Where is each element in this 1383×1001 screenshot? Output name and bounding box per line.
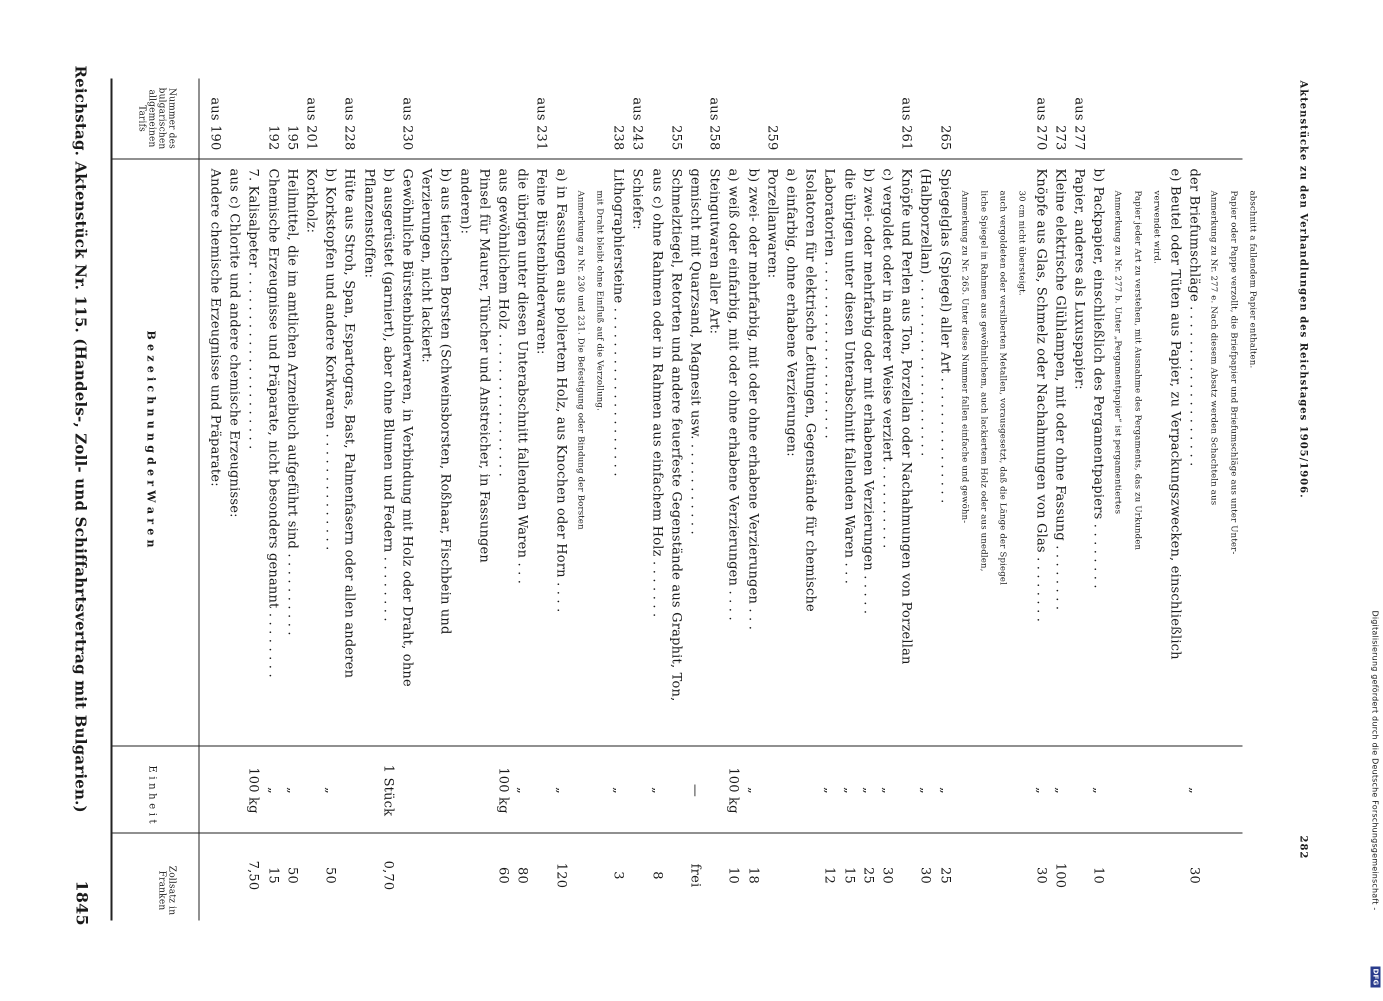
row-description: Verzierungen, nicht lackiert: bbox=[418, 168, 434, 363]
row-unit: 100 kg bbox=[725, 767, 741, 814]
row-description: Feine Bürstenbinderwaren: bbox=[533, 168, 549, 355]
row-description: der Briefumschläge . . . . . . . . . . . . . . . . . . . bbox=[1186, 168, 1202, 467]
row-description: b) Packpapier, einschließlich des Pergamentpapiers . . . . . . . . bbox=[1090, 168, 1106, 589]
duty-header: Zollsatz in Franken bbox=[156, 865, 177, 916]
row-description: a) in Fassungen aus poliertem Holz, aus Knochen oder Horn . . . . bbox=[553, 168, 569, 613]
row-description: Isolatoren für elektrische Leitungen, Gegenstände für chemische bbox=[802, 168, 818, 612]
row-description: b) zwei- oder mehrfarbig oder mit erhabenen Verzierungen . . . . . bbox=[860, 168, 876, 615]
row-description: Lithographiersteine . . . . . . . . . . . . . . . . . . . . bbox=[610, 168, 626, 477]
row-description: Schmelztiegel, Retorten und andere feuerfeste Gegenstände aus Graphit, Ton, bbox=[668, 168, 684, 702]
row-description: die übrigen unter diesen Unterabschnitt fallenden Waren . . . bbox=[841, 168, 857, 585]
row-note: Papier oder Pappe verzollt, die Briefpapier und Briefumschläge aus unter Unter- bbox=[1228, 190, 1239, 555]
row-description: c) vergoldet oder in anderer Weise verziert . . . . . . . . . . bbox=[879, 168, 895, 549]
column-divider-3 bbox=[113, 833, 1243, 834]
row-description: a) einfarbig, ohne erhabene Verzierungen: bbox=[783, 168, 799, 457]
row-duty: 60 bbox=[495, 867, 511, 884]
row-unit: 100 kg bbox=[245, 767, 261, 814]
row-description: Andere chemische Erzeugnisse und Präparate: bbox=[207, 168, 223, 487]
sheet-number: 282 bbox=[1297, 835, 1309, 860]
row-duty: 30 bbox=[1186, 867, 1202, 884]
row-unit: „ bbox=[841, 787, 857, 794]
tariff-number: aus 261 bbox=[898, 97, 914, 151]
row-duty: 18 bbox=[745, 867, 761, 884]
column-divider-2 bbox=[113, 746, 1243, 747]
row-unit: 1 Stück bbox=[380, 764, 396, 817]
tariff-number: aus 231 bbox=[533, 97, 549, 151]
row-unit: „ bbox=[322, 787, 338, 794]
row-duty: 50 bbox=[284, 867, 300, 884]
row-description: anderen): bbox=[457, 168, 473, 235]
row-duty: 12 bbox=[821, 867, 837, 884]
row-description: aus c) ohne Rahmen oder in Rahmen aus einfachem Holz . . . . . . . bbox=[649, 168, 665, 618]
row-description: gemischt mit Quarzsand, Magnesit usw. . . . . . . . . . . . bbox=[687, 168, 703, 535]
row-description: Kleine elektrische Glühlampen, mit oder ohne Fassung . . . . . . . . bbox=[1052, 168, 1068, 611]
row-note: liche Spiegel in Rahmen aus gewöhnlichem, auch lackiertem Holz oder aus unedlen, bbox=[978, 190, 989, 572]
row-note: abschnitt a fallendem Papier enthalten. bbox=[1247, 190, 1258, 369]
row-unit: „ bbox=[860, 787, 876, 794]
tariff-number: 255 bbox=[668, 125, 684, 151]
row-description: Laboratorien . . . . . . . . . . . . . . . . . . . . . bbox=[821, 168, 837, 439]
tariff-number: 195 bbox=[284, 125, 300, 151]
row-unit: „ bbox=[610, 787, 626, 794]
row-description: b) ausgerüstet (garniert), aber ohne Blumen und Federn . . . . . . . . bbox=[380, 168, 396, 622]
row-note: verwendet wird. bbox=[1151, 190, 1162, 264]
row-duty: 7,50 bbox=[245, 860, 261, 891]
row-unit: „ bbox=[649, 787, 665, 794]
row-description: Gewöhnliche Bürstenbinderwaren, in Verbindung mit Holz oder Draht, ohne bbox=[399, 168, 415, 687]
row-duty: 30 bbox=[879, 867, 895, 884]
row-unit: „ bbox=[879, 787, 895, 794]
header-title: Reichstag. Aktenstück Nr. 115. (Handels-, Zoll- und Schiffahrtsvertrag mit Bulgarien.) bbox=[71, 65, 90, 813]
row-note: Anmerkung zu Nr. 230 und 231. Die Befestigung oder Bindung der Borsten bbox=[575, 190, 586, 530]
row-duty: 50 bbox=[322, 867, 338, 884]
row-duty: 15 bbox=[841, 867, 857, 884]
row-description: b) Korkstopfen und andere Korkwaren . . . . . . . . . . . . . . bbox=[322, 168, 338, 551]
row-description: Chemische Erzeugnisse und Präparate, nicht besonders genannt . . . . . . . . bbox=[265, 168, 281, 678]
tariff-number-header: Nummer des bulgarischen allgemeinen Tarifs bbox=[136, 87, 177, 150]
row-description: Pflanzenstoffen: bbox=[361, 168, 377, 279]
digitization-credit: Digitalisierung gefördert durch die Deutsche Forschungsgemeinschaft - bbox=[1370, 610, 1380, 911]
row-unit: „ bbox=[1186, 787, 1202, 794]
document-page bbox=[0, 1, 1383, 1001]
row-unit: „ bbox=[1033, 787, 1049, 794]
row-description: a) weiß oder einfarbig, mit oder ohne erhabene Verzierungen . . . . bbox=[725, 168, 741, 621]
row-unit: „ bbox=[917, 787, 933, 794]
row-duty: 100 bbox=[1052, 862, 1068, 889]
row-duty: 80 bbox=[514, 867, 530, 884]
row-unit: „ bbox=[553, 787, 569, 794]
row-description: 7. Kalisalpeter . . . . . . . . . . . . . . . . . . . . . bbox=[245, 168, 261, 450]
tariff-number: 265 bbox=[937, 125, 953, 151]
row-duty: 25 bbox=[937, 867, 953, 884]
row-description: e) Beutel oder Tüten aus Papier, zu Verpackungszwecken, einschließlich bbox=[1167, 168, 1183, 660]
row-duty: 25 bbox=[860, 867, 876, 884]
row-note: Anmerkung zu Nr. 265. Unter diese Nummer fallen einfache und gewöhn- bbox=[959, 190, 970, 524]
row-duty: 30 bbox=[917, 867, 933, 884]
row-description: Papier, anderes als Luxuspapier: bbox=[1071, 168, 1087, 390]
tariff-number: aus 228 bbox=[341, 97, 357, 151]
row-unit: „ bbox=[265, 787, 281, 794]
row-unit: 100 kg bbox=[495, 767, 511, 814]
row-duty: 3 bbox=[610, 871, 626, 880]
row-unit: „ bbox=[284, 787, 300, 794]
row-description: Hüte aus Stroh, Span, Espartogras, Bast, Palmenfasern oder allen anderen bbox=[341, 168, 357, 679]
row-description: Knöpfe und Perlen aus Ton, Porzellan oder Nachahmungen von Porzellan bbox=[898, 168, 914, 665]
row-description: aus c) Chlorite und andere chemische Erzeugnisse: bbox=[226, 168, 242, 518]
row-duty: frei bbox=[687, 863, 703, 888]
row-unit: „ bbox=[1090, 787, 1106, 794]
row-note: Anmerkung zu Nr. 277 e. Nach diesem Absatz werden Schachteln aus bbox=[1208, 190, 1219, 506]
row-unit: „ bbox=[821, 787, 837, 794]
row-duty: 10 bbox=[1090, 867, 1106, 884]
row-unit: „ bbox=[514, 787, 530, 794]
column-divider-1 bbox=[113, 159, 1243, 160]
row-unit: — bbox=[687, 783, 703, 798]
tariff-number: 192 bbox=[265, 125, 281, 151]
footer-source: Aktenstücke zu den Verhandlungen des Reichstages 1905/1906. bbox=[1297, 80, 1309, 499]
tariff-number: aus 201 bbox=[303, 97, 319, 151]
row-description: (Halbporzellan) . . . . . . . . . . . . . . . . . . . . . bbox=[917, 168, 933, 457]
row-unit: „ bbox=[745, 787, 761, 794]
tariff-number: aus 190 bbox=[207, 97, 223, 151]
tariff-number: aus 230 bbox=[399, 97, 415, 151]
tariff-number: aus 277 bbox=[1071, 97, 1087, 151]
row-description: Knöpfe aus Glas, Schmelz oder Nachahmungen von Glas . . . . . . . . bbox=[1033, 168, 1049, 623]
row-note: auch vergoldeten oder versilberten Metallen, vorausgesetzt, daß die Länge der Spiegel bbox=[997, 190, 1008, 586]
row-description: die übrigen unter diesen Unterabschnitt fallenden Waren . . . bbox=[514, 168, 530, 585]
row-description: Heilmittel, die im amtlichen Arzneibuch aufgeführt sind . . . . . . . . . . bbox=[284, 168, 300, 636]
row-note: Anmerkung zu Nr. 277 b. Unter „Pergamentpapier“ ist pergamentiertes bbox=[1112, 190, 1123, 515]
dfg-logo: DFG bbox=[1371, 968, 1380, 986]
row-description: Pinsel für Maurer, Tüncher und Anstreicher, in Fassungen bbox=[476, 168, 492, 564]
row-description: aus gewöhnlichem Holz . . . . . . . . . . . . . . . . . bbox=[495, 168, 511, 477]
row-unit: „ bbox=[937, 787, 953, 794]
page-number: 1845 bbox=[72, 880, 92, 926]
description-header: B e z e i c h n u n g d e r W a r e n bbox=[144, 330, 158, 548]
header-rule bbox=[111, 79, 113, 921]
row-duty: 15 bbox=[265, 867, 281, 884]
row-description: Korkholz: bbox=[303, 168, 319, 234]
row-duty: 8 bbox=[649, 871, 665, 880]
row-duty: 30 bbox=[1033, 867, 1049, 884]
row-duty: 10 bbox=[725, 867, 741, 884]
row-description: b) zwei- oder mehrfarbig, mit oder ohne erhabene Verzierungen . . . bbox=[745, 168, 761, 631]
row-unit: „ bbox=[1052, 787, 1068, 794]
tariff-number: 259 bbox=[764, 125, 780, 151]
tariff-number: 238 bbox=[610, 125, 626, 151]
row-description: b) aus tierischen Borsten (Schweinsborsten, Roßhaar, Fischbein und bbox=[437, 168, 453, 635]
row-note: Papier jeder Art zu verstehen, mit Ausnahme des Pergaments, das zu Urkunden bbox=[1132, 190, 1143, 551]
row-duty: 120 bbox=[553, 862, 569, 889]
row-duty: 0,70 bbox=[380, 860, 396, 891]
tariff-number: 273 bbox=[1052, 125, 1068, 151]
tariff-number: aus 270 bbox=[1033, 97, 1049, 151]
row-description: Porzellanwaren: bbox=[764, 168, 780, 279]
header-bottom-rule bbox=[199, 79, 200, 921]
row-description: Spiegelglas (Spiegel) aller Art . . . . . . . . . . . . . . . bbox=[937, 168, 953, 504]
row-description: Steingutwaren aller Art: bbox=[706, 168, 722, 335]
row-description: Schiefer: bbox=[629, 168, 645, 230]
tariff-number: aus 243 bbox=[629, 97, 645, 151]
row-note: mit Draht bleibt ohne Einfluß auf die Verzollung. bbox=[594, 190, 605, 411]
tariff-number: aus 258 bbox=[706, 97, 722, 151]
unit-header: E i n h e i t bbox=[146, 765, 158, 824]
row-note: 30 cm nicht übersteigt. bbox=[1016, 190, 1027, 296]
